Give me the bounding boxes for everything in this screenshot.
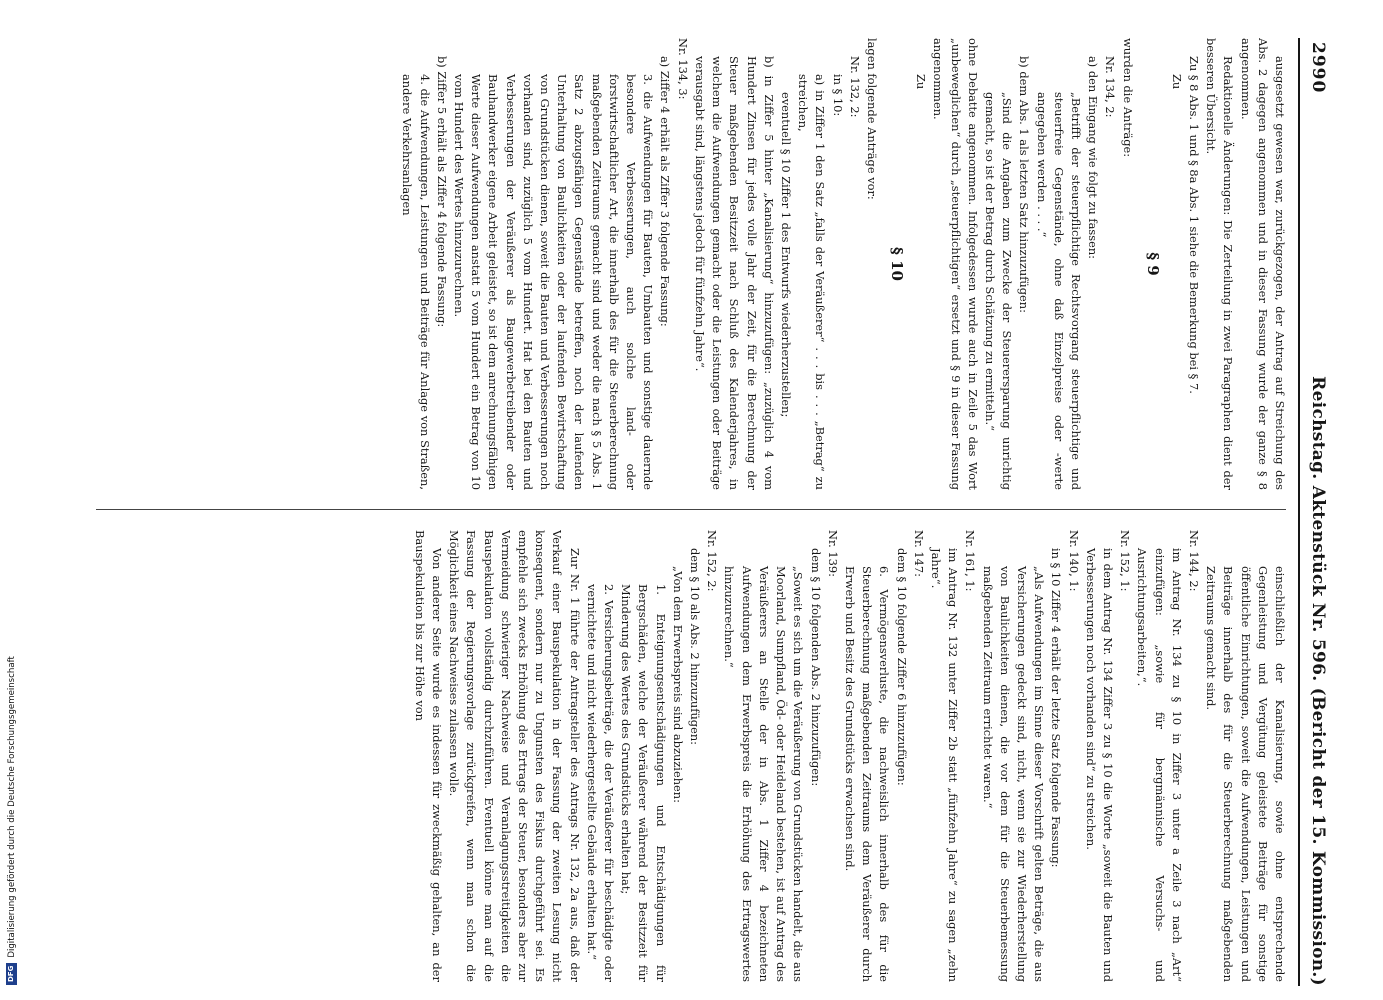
paragraph: Nr. 152, 2: (705, 530, 720, 592)
paragraph: dem § 10 folgenden Abs. 2 hinzuzufügen: (808, 548, 823, 787)
paragraph: a) in Ziffer 1 den Satz „falls der Veräußerer“ . . . bis . . . „Betrag“ zu streichen, (796, 74, 828, 490)
paragraph: „Betrifft der steuerpflichtige Rechtsvorgang steuerpflichtige und steuerfreie Gegenstände, ohne daß Einzelpreise oder -werte angegeben werden . . . .“ (1034, 92, 1083, 490)
paragraph: im Antrag Nr. 134 zu § 10 in Ziffer 3 unter a Zeile 3 nach „Art“ einzufügen: „sowie für bergmännische Versuchs- und Ausrichtungsarbeiten,“. (1135, 548, 1184, 982)
paragraph: einschließlich der Kanalisierung, sowie ohne entsprechende Gegenleistung und Vergütung geleistete Beiträge für sonstige öffentliche Einrichtungen, soweit die Aufwendungen, Leistungen und Beiträge innerhalb des für die Steuerberechnung maßgebenden Zeitraums gemacht sind. (1204, 566, 1287, 982)
paragraph: Zu § 8 Abs. 1 und § 8a Abs. 1 siehe die Bemerkung bei § 7. (1186, 56, 1201, 394)
section-heading: § 9 (1143, 252, 1162, 276)
paragraph: in § 10: (830, 74, 845, 117)
paragraph: wurden die Anträge: (1120, 38, 1135, 158)
left-column (88, 38, 1288, 490)
paragraph: Nr. 147: (911, 530, 926, 577)
paragraph: Nr. 140, 1: (1066, 530, 1081, 592)
paragraph: „Sind die Angaben zum Zwecke der Steuerersparung unrichtig gemacht, so ist der Betrag durch Schätzung zu ermitteln.“ (982, 92, 1015, 490)
paragraph: dem § 10 folgende Ziffer 6 hinzuzufügen: (894, 548, 909, 786)
paragraph: in § 10 Ziffer 4 erhält der letzte Satz folgende Fassung: (1049, 548, 1064, 868)
digitization-credit (6, 485, 18, 985)
paragraph: 3. die Aufwendungen für Bauten, Umbauten und sonstige dauernde besondere Verbesserungen, auch solche land- oder forstwirtschaftlicher Art, die innerhalb des für die Steuerberechnung maßgebenden Zeitraums gemacht sind und weder die nach § 5 Abs. 1 Satz 2 abzugsfähigen Gegenstände betreffen, noch der laufenden Unterhaltung von Baulichkeiten oder der laufenden Bewirtschaftung von Grundstücken dienen, soweit die Bauten und Verbesserungen noch vorhanden sind, zuzüglich 5 vom Hundert. Hat bei den Bauten und Verbesserungen der Veräußerer als Baugewerbetreibender oder Bauhandwerker eigene Arbeit geleistet, so ist dem anrechnungsfähigen Werte dieser Aufwendungen anstatt 5 vom Hundert ein Betrag von 10 vom Hundert des Wertes hinzuzurechnen. (452, 74, 656, 490)
paragraph: dem § 10 als Abs. 2 hinzuzufügen: (688, 548, 703, 746)
paragraph: „Soweit es sich um die Veräußerung von Grundstücken handelt, die aus Moorland, Sumpfland, Öd- oder Heideland bestehen, ist auf Antrag des Veräußerers an Stelle der in Abs. 1 Ziffer 4 bezeichneten Aufwendungen dem Erwerbspreis die Erhöhung des Ertragswertes hinzuzurechnen.“ (722, 566, 806, 982)
paragraph: 1. Enteignungsentschädigungen und Entschädigungen für Bergschäden, welche der Veräußerer während der Besitzzeit für Minderung des Wertes des Grundstücks erhalten hat; (619, 584, 668, 982)
paragraph: b) Ziffer 5 erhält als Ziffer 4 folgende Fassung: (434, 56, 449, 328)
paragraph: a) Ziffer 4 erhält als Ziffer 3 folgende Fassung: (658, 56, 673, 327)
paragraph: Redaktionelle Änderungen: Die Zerteilung in zwei Paragraphen dient der besseren Übersicht. (1204, 38, 1236, 490)
paragraph: Nr. 144, 2: (1186, 530, 1201, 592)
right-column (88, 530, 1288, 982)
paragraph: 6. Vermögensverluste, die nachweislich innerhalb des für die Steuerberechnung maßgebenden Zeitraums dem Veräußerer durch Erwerb und Besitz des Grundstücks erwachsen sind. (842, 566, 892, 982)
paragraph: lagen folgende Anträge vor: (864, 38, 879, 200)
page-number: 2990 (1308, 42, 1328, 94)
paragraph: Nr. 161, 1: (963, 530, 978, 592)
credit-text: Digitalisierung gefördert durch die Deutsche Forschungsgemeinschaft (7, 656, 17, 958)
paragraph: b) dem Abs. 1 als letzten Satz hinzuzufügen: (1017, 56, 1032, 313)
paragraph: 4. die Aufwendungen, Leistungen und Beiträge für Anlage von Straßen, andere Verkehrsanlagen (400, 74, 432, 490)
header-title: Reichstag. Aktenstück Nr. 596. (Bericht der 15. Kommission.) (1308, 376, 1328, 986)
paragraph: a) den Eingang wie folgt zu fassen: (1086, 56, 1101, 260)
paragraph: Von anderer Seite wurde es indessen für zweckmäßig gehalten, an der Bauspekulation bis zur Höhe von (412, 530, 445, 982)
section-heading: § 10 (887, 247, 906, 281)
running-header (1300, 38, 1330, 986)
paragraph: ausgesetzt gewesen war, zurückgezogen, der Antrag auf Streichung des Abs. 2 dagegen angenommen und in dieser Fassung wurde der ganze § 8 angenommen. (1238, 38, 1287, 490)
paragraph: 2. Versicherungsbeiträge, die der Veräußerer für beschädigte oder vernichtete und nicht wiederhergestellte Gebäude erhalten hat.“ (584, 584, 617, 982)
paragraph: Zu (914, 74, 929, 90)
paragraph: „Als Aufwendungen im Sinne dieser Vorschrift gelten Beträge, die aus Versicherungen gedeckt sind, nicht, wenn sie zur Wiederherstellung von Baulichkeiten dienen, die vor dem für die Steuerbemessung maßgebenden Zeitraum errichtet waren.“ (980, 566, 1047, 982)
dfg-logo: DFG (6, 963, 17, 985)
paragraph: b) in Ziffer 5 hinter „Kanalisierung“ hinzuzufügen: „zuzüglich 4 vom Hundert Zinsen für jedes volle Jahr der Zeit, für die Berechnung der Steuer maßgebenden Besitzzeit nach Schluß des Kalenderjahres, in welchem die Aufwendungen gemacht oder die Leistungen oder Beiträge verausgabt sind, längstens jedoch für fünfzehn Jahre“. (692, 56, 776, 490)
paragraph: im Antrag Nr. 132 unter Ziffer 2b statt „fünfzehn Jahre“ zu sagen „zehn Jahre“. (928, 548, 961, 982)
paragraph: Nr. 152, 1: (1118, 530, 1133, 592)
paragraph: in dem Antrag Nr. 134 Ziffer 3 zu § 10 die Worte „soweit die Bauten und Verbesserungen noch vorhanden sind“ zu streichen. (1083, 548, 1115, 982)
paragraph: Nr. 139: (825, 530, 840, 577)
paragraph: Nr. 134, 2: (1103, 56, 1118, 118)
header-rule (1298, 38, 1300, 986)
rotated-page-content (85, 38, 1330, 986)
paragraph: Zu (1169, 74, 1184, 90)
paragraph: Nr. 132, 2: (847, 56, 862, 118)
paragraph: Zur Nr. 1 führte der Antragsteller des Antrags Nr. 132, 2a aus, daß der Verkauf einer Bauspekulation in der Fassung der zweiten Lesung nicht konsequent, sondern nur zu Ungunsten des Fiskus durchgeführt sei. Es empfehle sich zwecks Erhöhung des Ertrags der Steuer, besonders aber zur Vermeidung schwieriger Nachweise und Veranlagungsstreitigkeiten die Bauspekulation vollständig durchzuführen. Eventuell könne man auf die Fassung der Regierungsvorlage zurückgreifen, wenn man schon die Möglichkeit eines Nachweises zulassen wolle. (447, 530, 582, 982)
paragraph: eventuell § 10 Ziffer 1 des Entwurfs wiederherzustellen; (778, 92, 793, 418)
paragraph: „Von dem Erwerbspreis sind abzuziehen: (670, 566, 685, 803)
paragraph: Nr. 134, 3: (675, 38, 690, 100)
paragraph: ohne Debatte angenommen. Infolgedessen wurde auch in Zeile 5 das Wort „unbeweglichen“ durch „steuerpflichtigen“ ersetzt und § 9 in dieser Fassung angenommen. (931, 38, 980, 490)
column-divider (96, 509, 1286, 510)
